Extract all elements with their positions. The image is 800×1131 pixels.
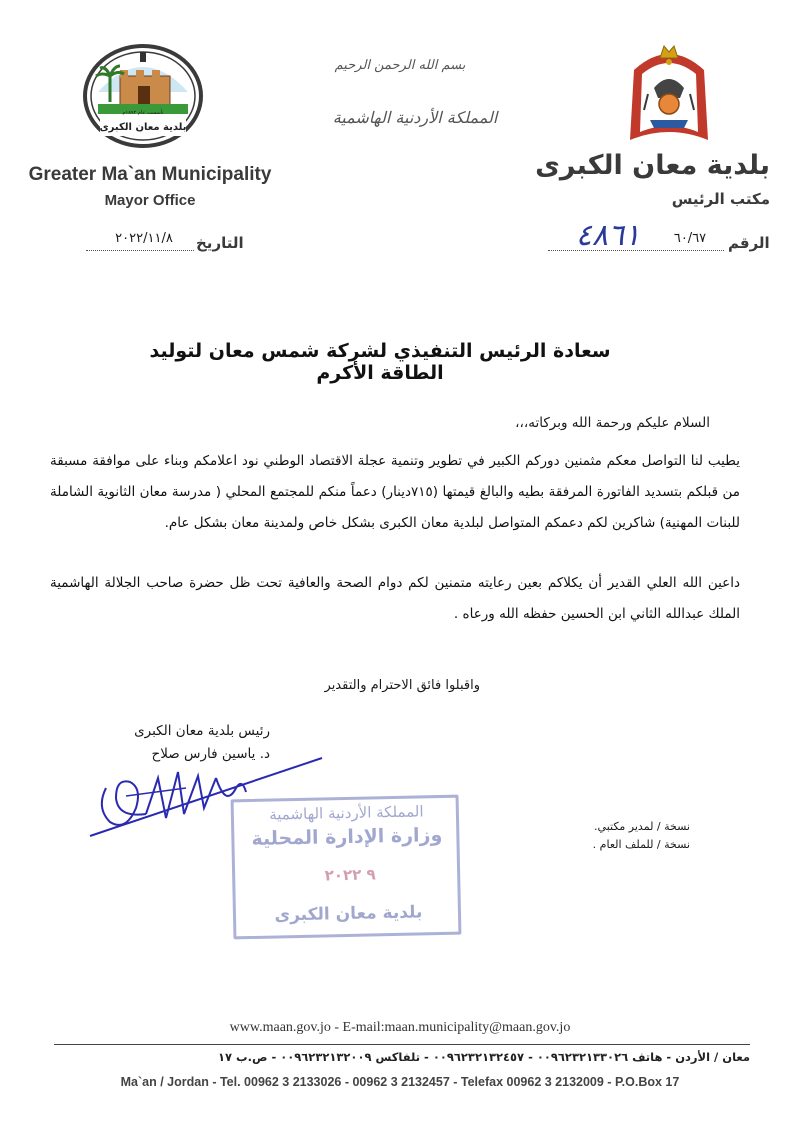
- logo-text: بلدية معان الكبرى: [99, 122, 187, 133]
- basmala: بسم الله الرحمن الرحيم: [334, 58, 466, 73]
- reference-handwritten: ٤٨٦١: [575, 218, 641, 253]
- date-value: ٢٠٢٢/١١/٨: [115, 231, 173, 246]
- date-underline: [86, 250, 194, 251]
- date-label: التاريخ: [196, 234, 244, 252]
- reference-underline: [548, 250, 724, 251]
- english-subtitle: Mayor Office: [104, 192, 196, 209]
- english-title: Greater Ma`an Municipality: [28, 164, 272, 185]
- signatory-role: رئيس بلدية معان الكبرى: [134, 723, 270, 739]
- reference-label: الرقم: [728, 234, 770, 252]
- arabic-title: بلدية معان الكبرى: [535, 150, 770, 181]
- footer-web-email: www.maan.gov.jo - E-mail:maan.municipality@maan.gov.jo: [229, 1020, 571, 1035]
- municipality-logo: [80, 42, 206, 154]
- greeting: السلام عليكم ورحمة الله وبركاته،،،: [515, 415, 710, 431]
- paragraph-2: داعين الله العلي القدير أن يكلاكم بعين رعايته متمنين لكم دوام الصحة والعافية تحت ظل حضرة صاحب الجلالة الهاشمية الملك عبدالله الثاني ابن الحسين حفظه الله ورعاه .: [50, 575, 740, 622]
- cc-line-1: نسخة / لمدير مكتبي.: [594, 820, 690, 833]
- stamp-line-1: المملكة الأردنية الهاشمية: [269, 802, 424, 824]
- addressee: سعادة الرئيس التنفيذي لشركة شمس معان لتوليد الطاقة الأكرم: [149, 340, 611, 384]
- received-stamp: [231, 795, 462, 940]
- arabic-subtitle: مكتب الرئيس: [671, 190, 770, 208]
- paragraph-1: يطيب لنا التواصل معكم مثمنين دوركم الكبير في تطوير وتنمية عجلة الاقتصاد الوطني نود اعلامكم وبناء على موافقة مسبقة من قبلكم بتسديد الفاتورة المرفقة بطيه والبالغ قيمتها (٧١٥دينار) دعماً منكم للمجتمع المحلي ( مدرسة معان الثانوية الشاملة للبنات المهنية) شاكرين لكم دعمكم المتواصل لبلدية معان الكبرى بشكل خاص ولمدينة معان بشكل عام.: [50, 453, 740, 531]
- footer-divider: [54, 1044, 750, 1045]
- stamp-line-3: بلدية معان الكبرى: [274, 902, 423, 926]
- closing: واقبلوا فائق الاحترام والتقدير: [324, 678, 480, 693]
- stamp-date: ٩ ٢٠٢٢: [324, 865, 376, 885]
- cc-line-2: نسخة / للملف العام .: [592, 838, 690, 851]
- signatory-name: د. ياسين فارس صلاح: [151, 746, 270, 762]
- royal-crest-icon: [624, 40, 714, 148]
- stamp-line-2: وزارة الإدارة المحلية: [251, 823, 443, 850]
- footer-arabic-contact: معان / الأردن - هاتف ٠٠٩٦٢٣٢١٣٣٠٢٦ - ٠٠٩٦٢٣٢١٣٢٤٥٧ - تلفاكس ٠٠٩٦٢٣٢١٣٢٠٠٩ - ص.ب ١٧: [218, 1050, 750, 1064]
- footer-english-contact: Ma`an / Jordan - Tel. 00962 3 2133026 - 00962 3 2132457 - Telefax 00962 3 2132009 - P.O.Box 17: [120, 1075, 680, 1089]
- reference-value: ٦٠/٦٧: [673, 231, 707, 246]
- logo-founded: تأسست عام ١٨٩٢م: [122, 110, 164, 116]
- kingdom-title: المملكة الأردنية الهاشمية: [332, 108, 498, 127]
